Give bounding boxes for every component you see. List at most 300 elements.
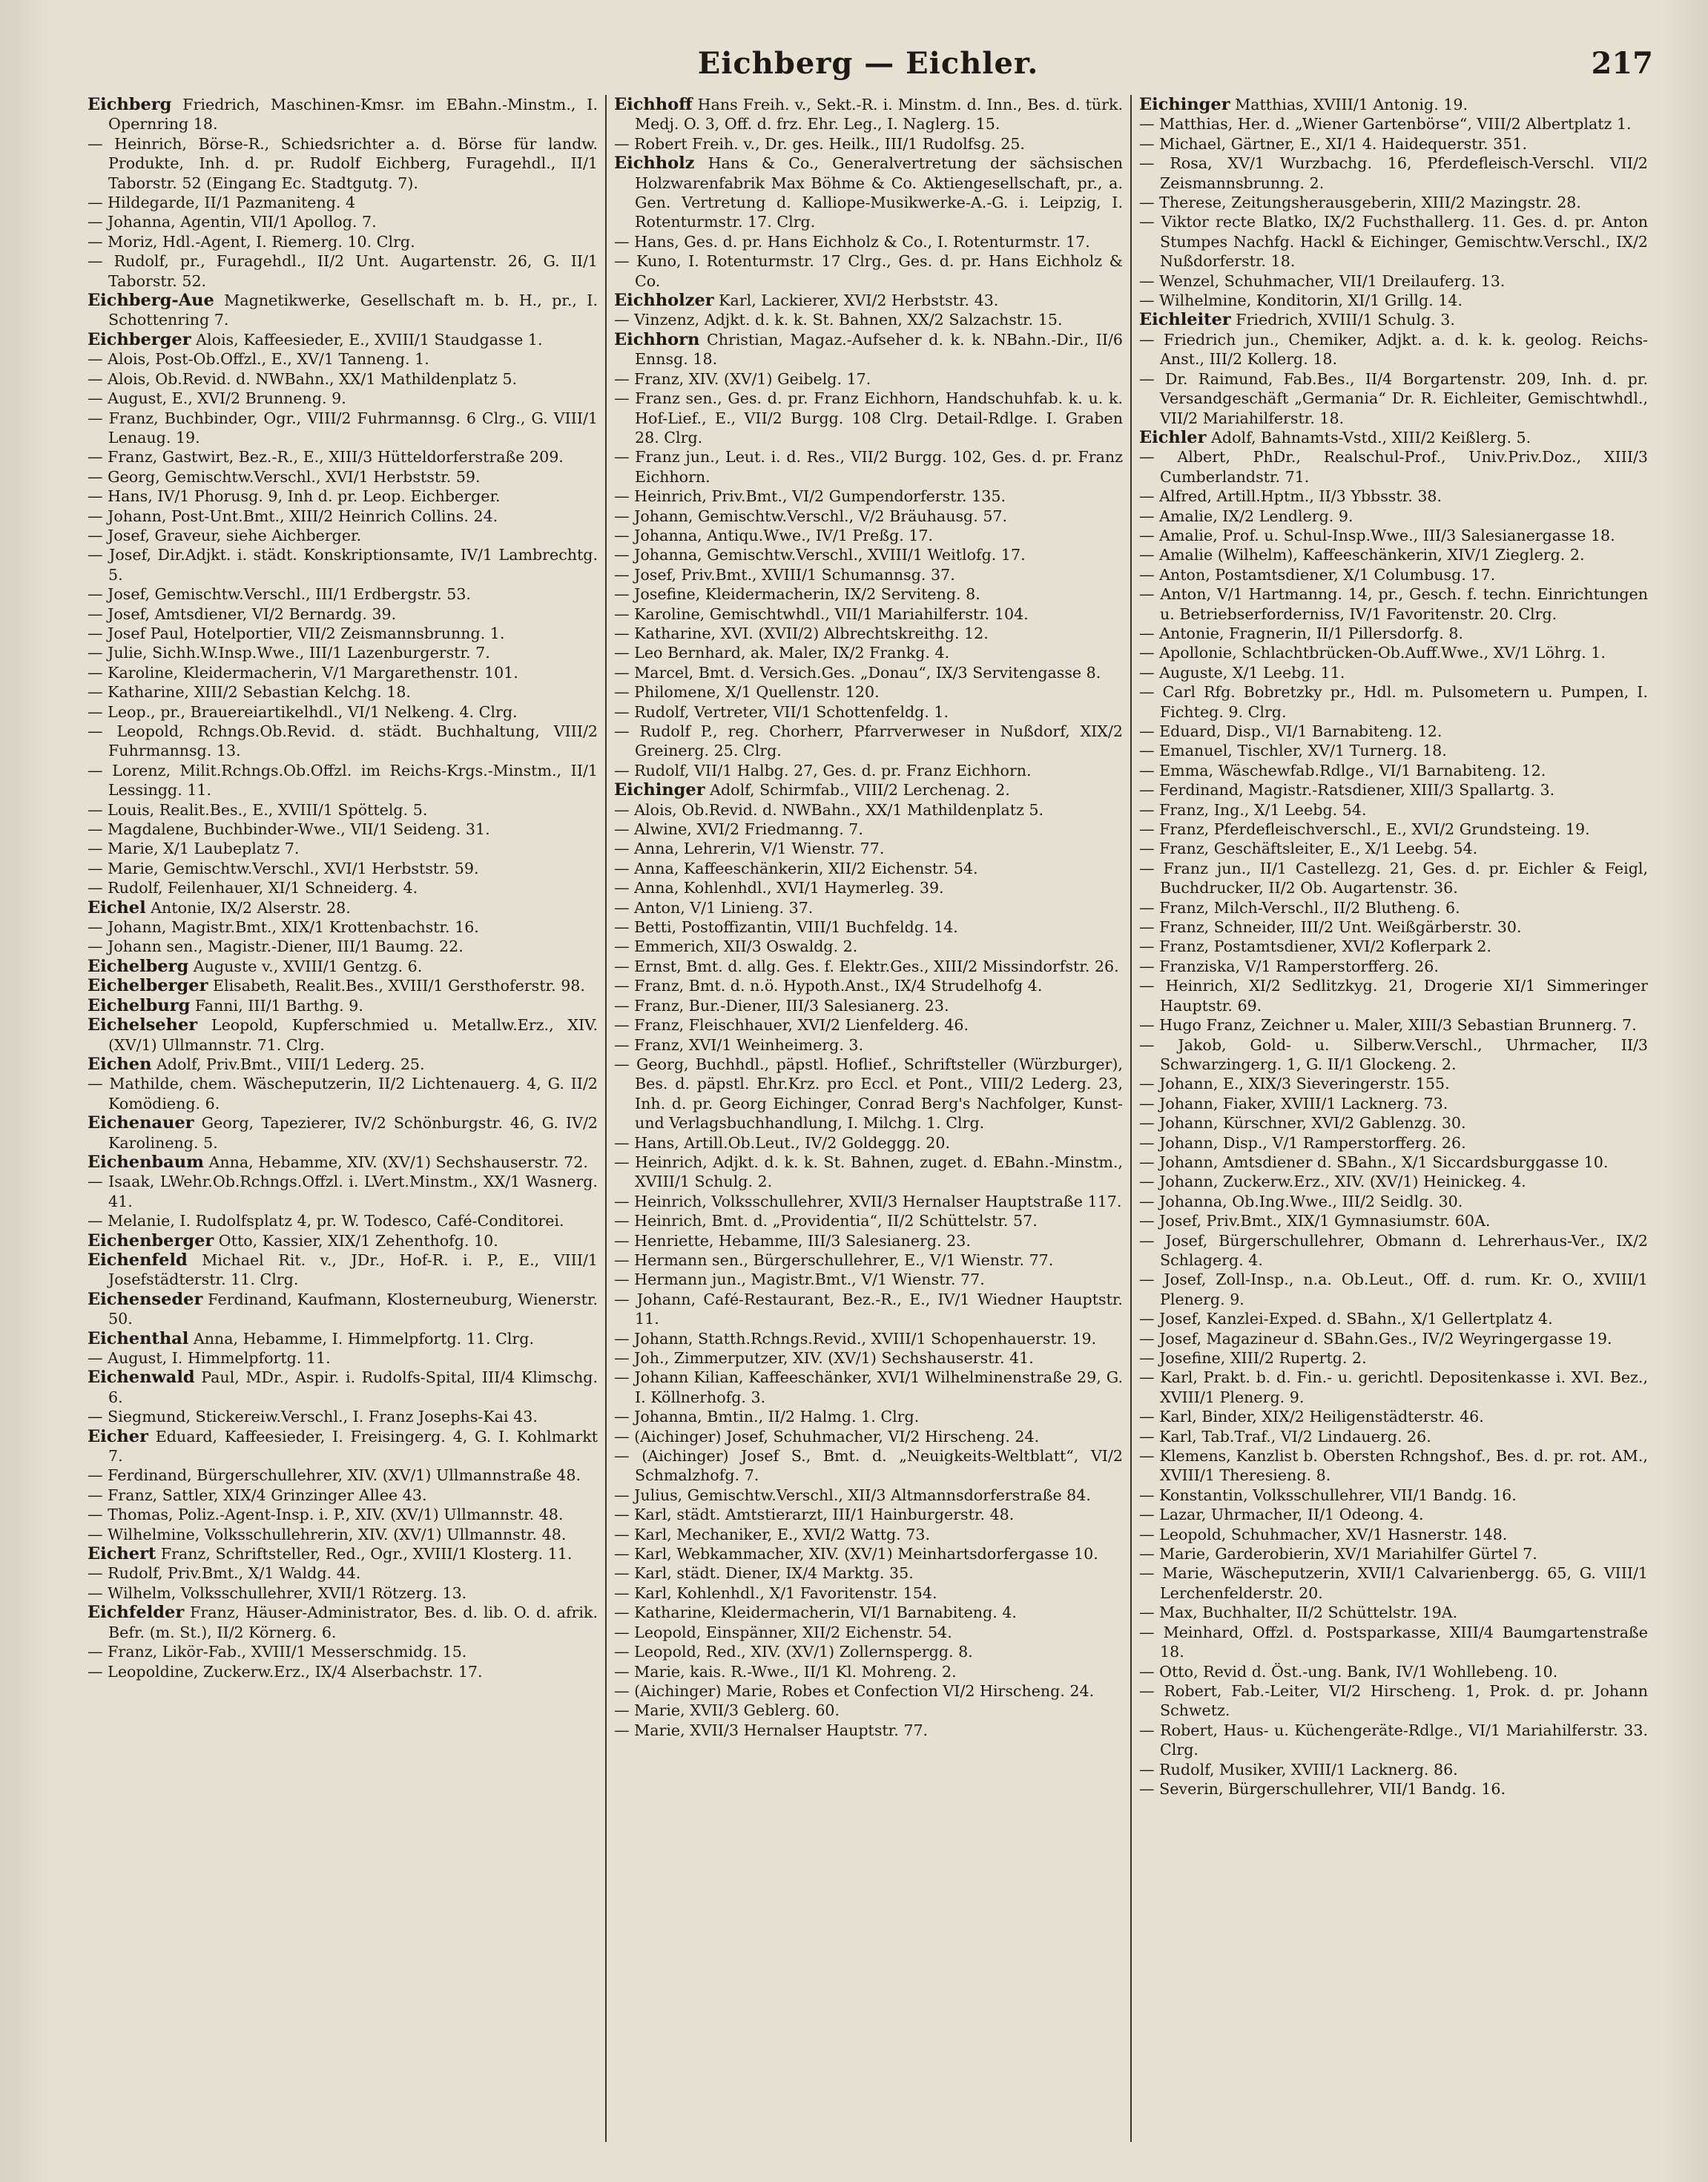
entry-name: — Karl — [614, 1545, 667, 1563]
entry-details: Anna, Hebamme, XIV. (XV/1) Sechshauserstr. 72. — [203, 1153, 588, 1171]
entry-details: , Ges. d. pr. Franz Eichhorn, Handschuhfab. k. u. k. Hof-Lief., E., VII/2 Burgg. 108 Clrg. Detail-Rdlge. I. Graben 28. Clrg. — [635, 389, 1123, 446]
entry-details: , Antiqu.Wwe., IV/1 Preßg. 17. — [697, 526, 934, 544]
directory-entry — [1139, 114, 1648, 134]
entry-name: — Heinrich — [88, 134, 182, 153]
directory-entry — [614, 702, 1123, 722]
entry-details: , E., XVI/2 Brunneng. 9. — [162, 389, 346, 408]
entry-name: — Heinrich — [614, 487, 702, 506]
directory-entry — [614, 1407, 1123, 1426]
entry-name: — Henriette — [614, 1231, 709, 1250]
entry-details: , Feilenhauer, XI/1 Schneiderg. 4. — [157, 879, 418, 897]
entry-name: — Johanna — [614, 546, 698, 564]
directory-entry — [614, 1563, 1123, 1583]
entry-name: — Marie — [1139, 1545, 1206, 1563]
entry-details: , PhDr., Realschul-Prof., Univ.Priv.Doz., XIII/3 Cumberlandstr. 71. — [1160, 448, 1648, 486]
directory-entry — [1139, 976, 1648, 1015]
directory-entry — [614, 937, 1123, 956]
entry-name: — Karl — [614, 1564, 667, 1583]
entry-details: , XVII/3 Hernalser Hauptstr. 77. — [680, 1721, 929, 1739]
directory-entry — [1139, 682, 1648, 722]
directory-entry — [614, 1015, 1123, 1035]
directory-entry — [614, 1427, 1123, 1446]
entry-details: , Postoffizantin, VIII/1 Buchfeldg. 14. — [671, 918, 958, 937]
directory-entry — [614, 1681, 1123, 1701]
directory-entry — [88, 917, 598, 937]
entry-details: , Volksschullehrerin, XIV. (XV/1) Ullmannstr. 48. — [194, 1525, 567, 1543]
entry-name: — Isaak — [88, 1173, 150, 1191]
directory-entry — [88, 487, 598, 506]
entry-name: — Otto — [1139, 1662, 1193, 1681]
entry-details: , Bmt. d. allg. Ges. f. Elektr.Ges., XIII/2 Missindorfstr. 26. — [676, 957, 1119, 975]
entry-name: — Georg — [614, 1055, 685, 1073]
entry-details: , Zuckerw.Erz., IX/4 Alserbachstr. 17. — [193, 1662, 483, 1681]
directory-entry — [1139, 212, 1648, 271]
entry-name: Eichholz — [614, 154, 695, 174]
entry-name: — Robert — [614, 134, 688, 153]
entry-name: — Julius — [614, 1486, 678, 1504]
directory-entry — [614, 800, 1123, 820]
directory-entry — [1139, 820, 1648, 839]
entry-name: — Lazar — [1139, 1506, 1201, 1524]
entry-details: , XIV. (XV/1) Geibelg. 17. — [679, 369, 871, 388]
entry-details: , pr., Furagehdl., II/2 Unt. Augartenstr. 26, G. II/1 Taborstr. 52. — [108, 252, 599, 290]
directory-entry — [1139, 1407, 1648, 1426]
entry-name: — Emma — [1139, 761, 1209, 779]
entry-details: , I. Rotenturmstr. 17 Clrg., Ges. d. pr. Hans Eichholz & Co. — [635, 252, 1124, 290]
directory-entry — [88, 976, 598, 995]
entry-name: — Karoline — [88, 663, 174, 682]
entry-name: Eicher — [88, 1426, 148, 1446]
entry-name: Eichenfeld — [88, 1250, 188, 1270]
entry-details: , Volksschullehrer, XVII/3 Hernalser Hauptstraße 117. — [702, 1192, 1122, 1210]
entry-details: , Priv.Bmt., XIX/1 Gymnasiumstr. 60A. — [1196, 1212, 1491, 1230]
directory-entry — [1139, 722, 1648, 741]
entry-name: — Moriz — [88, 232, 153, 251]
entry-details: Franz, Häuser-Administrator, Bes. d. lib. O. d. afrik. Befr. (m. St.), II/2 Körnerg. 6. — [108, 1603, 598, 1641]
entry-details: , XV/1 Wurzbachg. 16, Pferdefleisch-Verschl. VII/2 Zeismannsbrunng. 2. — [1160, 154, 1648, 192]
entry-name: — Matthias — [1139, 115, 1228, 134]
directory-entry — [88, 330, 598, 349]
entry-name: — Karl — [1139, 1408, 1193, 1426]
entry-details: , Zeitungsherausgeberin, XIII/2 Mazingstr. 28. — [1221, 194, 1581, 212]
entry-details: Adolf, Bahnamts-Vstd., XIII/2 Keißlerg. 5. — [1206, 428, 1531, 446]
entry-name: — Franz — [614, 1035, 679, 1054]
entry-details: , Priv.Bmt., VI/2 Gumpendorferstr. 135. — [702, 487, 1006, 506]
entry-name: — Auguste — [1139, 663, 1223, 682]
entry-details: , V/1 Hartmanng. 14, pr., Gesch. f. techn. Einrichtungen u. Betriebserforderniss, IV/1 Favoritenstr. 20. Clrg. — [1160, 585, 1649, 623]
directory-entry — [88, 1583, 598, 1603]
entry-details: , Robes et Confection VI/2 Hirscheng. 24. — [772, 1681, 1095, 1700]
entry-details: , Kanzlei-Exped. d. SBahn., X/1 Gellertplatz 4. — [1196, 1310, 1553, 1328]
entry-name: — Alois — [614, 800, 673, 819]
directory-entry — [614, 1133, 1123, 1153]
entry-name: — Anna — [614, 840, 674, 858]
entry-details: Georg, Tapezierer, IV/2 Schönburgstr. 46, G. IV/2 Karolineng. 5. — [108, 1114, 598, 1152]
directory-entry — [1139, 1368, 1648, 1407]
entry-name: — Josef — [1139, 1212, 1197, 1230]
entry-details: , Prof. u. Schul-Insp.Wwe., III/3 Salesianergasse 18. — [1213, 526, 1615, 544]
entry-details: , Schuhmacher, VII/1 Dreilauferg. 13. — [1214, 271, 1506, 290]
directory-entry — [1139, 1563, 1648, 1603]
entry-name: — Josef — [1139, 1310, 1197, 1328]
entry-name: — Hans — [88, 487, 148, 506]
directory-entry — [1139, 937, 1648, 956]
entry-details: , Sichh.W.Insp.Wwe., III/1 Lazenburgerstr. 7. — [142, 644, 490, 662]
entry-details: , Geschäftsleiter, E., X/1 Leebg. 54. — [1204, 840, 1478, 858]
directory-entry — [614, 898, 1123, 917]
directory-entry — [614, 957, 1123, 976]
entry-details: , I. Himmelpfortg. 11. — [162, 1349, 331, 1367]
directory-entry — [88, 1348, 598, 1368]
entry-name: — Josef — [1139, 1329, 1197, 1348]
entry-name: — Emmerich — [614, 937, 714, 956]
entry-name: — Ferdinand — [88, 1466, 188, 1485]
entry-name: — Leopold — [614, 1623, 696, 1641]
directory-entry — [88, 291, 598, 330]
entry-name: — Carl Rfg. — [1139, 683, 1236, 702]
entry-name: — Anton — [614, 898, 681, 917]
directory-entry — [88, 624, 598, 643]
entry-details: , Schuhmacher, VI/2 Hirscheng. 24. — [763, 1427, 1040, 1446]
directory-entry — [614, 251, 1123, 291]
entry-details: Antonie, IX/2 Alserstr. 28. — [145, 898, 351, 917]
directory-entry — [614, 526, 1123, 545]
entry-name: — Magdalene — [88, 820, 194, 839]
entry-details: , Red., XIV. (XV/1) Zollernspergg. 8. — [696, 1643, 973, 1661]
directory-entry — [1139, 1544, 1648, 1563]
entry-details: , I. Rudolfsplatz 4, pr. W. Todesco, Café-Conditorei. — [170, 1212, 564, 1230]
entry-details: Hans & Co., Generalvertretung der sächsischen Holzwarenfabrik Max Böhme & Co. Aktiengesellschaft, pr., a. Gen. Vertretung d. Kalliope-Musikwerke-A.-G. i. Leipzig, I. Rotenturmstr. 17. Clrg. — [635, 154, 1123, 231]
entry-name: Eichenberger — [88, 1230, 214, 1250]
entry-name: Eichen — [88, 1054, 152, 1074]
entry-details: Ferdinand, Kaufmann, Klosterneuburg, Wienerstr. 50. — [108, 1290, 598, 1328]
entry-details: , Adjkt. d. k. k. St. Bahnen, zuget. d. EBahn.-Minstm., XVIII/1 Schulg. 2. — [635, 1153, 1123, 1191]
entry-details: , Bürgerschullehrer, Obmann d. Lehrerhaus-Ver., IX/2 Schlagerg. 4. — [1160, 1231, 1648, 1269]
entry-details: , Haus- u. Küchengeräte-Rdlge., VI/1 Mariahilferstr. 33. Clrg. — [1160, 1721, 1649, 1759]
entry-details: , Amtsdiener, VI/2 Bernardg. 39. — [145, 604, 397, 623]
entry-name: Eichhoff — [614, 95, 693, 114]
entry-details: , Agentin, VII/1 Apollog. 7. — [171, 213, 377, 231]
directory-entry — [88, 1290, 598, 1329]
directory-entry — [614, 604, 1123, 624]
entry-details: Fanni, III/1 Barthg. 9. — [190, 996, 363, 1015]
entry-details: , IX/2 Lendlerg. 9. — [1213, 507, 1353, 525]
entry-name: — Josef — [614, 565, 672, 584]
entry-name: — Marie — [88, 859, 154, 877]
directory-entry — [614, 878, 1123, 897]
entry-details: , Vertreter, VII/1 Schottenfeldg. 1. — [684, 702, 949, 721]
entry-details: , reg. Chorherr, Pfarrverweser in Nußdorf, XIX/2 Greinerg. 25. Clrg. — [635, 722, 1123, 760]
entry-details: Leopold, Kupferschmied u. Metallw.Erz., XIV. (XV/1) Ullmannstr. 71. Clrg. — [108, 1016, 598, 1054]
entry-name: — Leo Bernhard — [614, 644, 741, 662]
entry-details: , pr., Brauereiartikelhdl., VI/1 Nelkeng. 4. Clrg. — [151, 702, 518, 721]
directory-entry — [88, 349, 598, 369]
entry-details: , XVI. (XVII/2) Albrechtskreithg. 12. — [710, 624, 989, 642]
entry-details: , Fab.-Leiter, VI/2 Hirscheng. 1, Prok. d. pr. Johann Schwetz. — [1160, 1681, 1648, 1720]
entry-name: — Thomas — [88, 1506, 168, 1524]
directory-entry — [1139, 1427, 1648, 1446]
entry-details: , Buchhalter, II/2 Schüttelstr. 19A. — [1193, 1603, 1458, 1622]
directory-entry — [1139, 898, 1648, 917]
entry-name: — Apollonie — [1139, 644, 1233, 662]
entry-details: Bobretzky pr., Hdl. m. Pulsometern u. Pumpen, I. Fichteg. 9. Clrg. — [1160, 683, 1648, 721]
directory-entry — [88, 507, 598, 526]
entry-name: — Rudolf — [614, 702, 685, 721]
entry-details: , kais. R.-Wwe., II/1 Kl. Mohreng. 2. — [680, 1662, 957, 1681]
entry-details: Michael Rit. v., JDr., Hof-R. i. P., E., VIII/1 Josefstädterstr. 11. Clrg. — [108, 1250, 598, 1289]
entry-name: — Leopold — [614, 1643, 696, 1661]
directory-entry — [88, 1113, 598, 1153]
entry-details: , Lehrerin, V/1 Wienstr. 77. — [673, 840, 885, 858]
entry-name: — Franz sen. — [614, 389, 718, 408]
directory-entry — [88, 1074, 598, 1113]
directory-entry — [614, 1290, 1123, 1329]
entry-details: , Priv.Bmt., X/1 Waldg. 44. — [157, 1564, 361, 1583]
entry-details: , Leut. i. d. Res., VII/2 Burgg. 102, Ges. d. pr. Franz Eichhorn. — [635, 448, 1123, 486]
entry-details: , Fleischhauer, XVI/2 Lienfelderg. 46. — [679, 1016, 969, 1035]
directory-entry — [88, 1525, 598, 1544]
entry-details: , Zeichner u. Maler, XIII/3 Sebastian Brunnerg. 7. — [1251, 1016, 1637, 1035]
entry-name: Eichfelder — [88, 1603, 185, 1623]
entry-details: , Gemischtw.Verschl., XVIII/1 Weitlofg. 17. — [697, 546, 1026, 564]
directory-entry — [614, 917, 1123, 937]
entry-name: — Alois — [88, 350, 146, 369]
entry-name: — Amalie — [1139, 526, 1213, 544]
entry-details: , Schuhmacher, XV/1 Hasnerstr. 148. — [1221, 1525, 1508, 1543]
directory-entry — [88, 839, 598, 858]
entry-details: , Kürschner, XVI/2 Gablenzg. 30. — [1213, 1114, 1466, 1133]
directory-entry — [614, 624, 1123, 643]
directory-entry — [614, 1525, 1123, 1544]
directory-entry — [88, 1231, 598, 1250]
entry-details: , Fiaker, XVIII/1 Lacknerg. 73. — [1213, 1094, 1448, 1113]
entry-details: , Postamtsdiener, XVI/2 Koflerpark 2. — [1204, 937, 1491, 956]
entry-name: — Mathilde — [88, 1075, 179, 1093]
entry-name: Eichholzer — [614, 291, 714, 311]
entry-details: Elisabeth, Realit.Bes., XVIII/1 Gersthoferstr. 98. — [208, 977, 585, 995]
entry-name: — Anna — [614, 859, 674, 877]
directory-entry — [1139, 1623, 1648, 1662]
entry-details: , LWehr.Ob.Rchngs.Offzl. i. LVert.Minstm., XX/1 Wasnerg. 41. — [108, 1173, 598, 1210]
entry-name: — Johann — [88, 507, 162, 525]
directory-entry — [88, 1563, 598, 1583]
directory-entry — [1139, 1074, 1648, 1093]
entry-details: , VII/1 Halbg. 27, Ges. d. pr. Franz Eichhorn. — [684, 761, 1032, 779]
directory-entry — [614, 1348, 1123, 1368]
directory-entry — [614, 1192, 1123, 1211]
entry-details: , Prakt. b. d. Fin.- u. gerichtl. Depositenkasse i. XVI. Bez., XVIII/1 Plenerg. 9. — [1160, 1368, 1648, 1406]
directory-entry — [88, 859, 598, 878]
entry-details: , XVII/3 Geblerg. 60. — [680, 1701, 840, 1720]
directory-entry — [88, 1153, 598, 1172]
entry-details: , Gemischtw.Verschl., XII/3 Altmannsdorferstraße 84. — [677, 1486, 1091, 1504]
entry-name: — (Aichinger) Josef — [614, 1427, 764, 1446]
directory-entry — [1139, 917, 1648, 937]
entry-name: — Hildegarde — [88, 194, 195, 212]
entry-name: — Hermann jun. — [614, 1270, 742, 1289]
entry-name: — Karl — [1139, 1368, 1193, 1387]
directory-entry — [614, 584, 1123, 604]
directory-entry — [1139, 1270, 1648, 1309]
entry-name: — Anna — [614, 879, 674, 897]
entry-details: , XI/2 Sedlitzkyg. 21, Drogerie XI/1 Simmeringer Hauptstr. 69. — [1160, 977, 1648, 1015]
directory-entry — [88, 1055, 598, 1074]
entry-name: — Leop. — [88, 702, 151, 721]
directory-entry — [614, 134, 1123, 154]
directory-entry — [1139, 643, 1648, 662]
directory-entry — [1139, 1329, 1648, 1348]
entry-details: , Disp., V/1 Ramperstorfferg. 26. — [1213, 1133, 1466, 1152]
entry-details: , Post-Ob.Offzl., E., XV/1 Tanneng. 1. — [145, 350, 429, 369]
entry-details: , Ing., X/1 Leebg. 54. — [1204, 800, 1367, 819]
entry-name: — Franz jun. — [1139, 859, 1247, 877]
entry-details: , Fragnerin, II/1 Pillersdorfg. 8. — [1219, 624, 1463, 642]
entry-details: , II/1 Pazmaniteng. 4 — [194, 194, 356, 212]
entry-name: — Josef Paul — [88, 624, 184, 642]
directory-entry — [614, 1270, 1123, 1289]
entry-name: — Robert — [1139, 1681, 1217, 1700]
entry-name: — Josef — [1139, 1231, 1203, 1250]
directory-entry — [614, 1544, 1123, 1563]
entry-details: Friedrich, XVIII/1 Schulg. 3. — [1230, 311, 1455, 329]
directory-entry — [1139, 1486, 1648, 1505]
entry-name: — Amalie — [1139, 507, 1213, 525]
entry-name: — Wilhelmine — [1139, 291, 1247, 310]
directory-entry — [614, 643, 1123, 662]
entry-name: — Robert — [1139, 1721, 1213, 1739]
entry-name: — Franz — [1139, 800, 1204, 819]
entry-name: — Dr. Raimund — [1139, 369, 1268, 388]
directory-entry — [614, 369, 1123, 389]
directory-entry — [614, 389, 1123, 447]
entry-details: , Gemischtw.Verschl., III/1 Erdbergstr. 53. — [145, 585, 471, 604]
entry-name: Eichleiter — [1139, 310, 1231, 330]
directory-entry — [88, 1172, 598, 1211]
directory-entry — [614, 820, 1123, 839]
directory-entry — [1139, 1681, 1648, 1721]
entry-name: — Heinrich — [614, 1153, 703, 1171]
directory-entry — [614, 1603, 1123, 1622]
directory-entry — [1139, 859, 1648, 898]
directory-entry — [614, 1623, 1123, 1642]
directory-entry — [1139, 1525, 1648, 1544]
entry-name: — Franz — [1139, 820, 1204, 839]
directory-entry — [614, 1583, 1123, 1603]
entry-details: , Mechaniker, E., XVI/2 Wattg. 73. — [667, 1525, 931, 1543]
directory-entry — [614, 761, 1123, 780]
entry-details: , Börse-R., Schiedsrichter a. d. Börse für landw. Produkte, Inh. d. pr. Rudolf Eichberg, Furagehdl., II/1 Taborstr. 52 (Eingang Ec. Stadtgutg. 7). — [108, 134, 598, 192]
entry-name: — Karl — [614, 1583, 667, 1602]
entry-details: Hans Freih. v., Sekt.-R. i. Minstm. d. Inn., Bes. d. türk. Medj. O. 3, Off. d. frz. Ehr. Leg., I. Naglerg. 15. — [635, 96, 1123, 134]
entry-name: — Marie — [614, 1662, 681, 1681]
entry-name: — Johann — [1139, 1114, 1213, 1133]
entry-name: — Friedrich jun. — [1139, 330, 1275, 349]
running-title: Eichberg — Eichler. — [697, 46, 1039, 81]
directory-entry — [1139, 1779, 1648, 1799]
entry-name: — Therese — [1139, 194, 1222, 212]
directory-entry — [614, 996, 1123, 1015]
directory-entry — [614, 780, 1123, 800]
entry-details: , Pferdefleischverschl., E., XVI/2 Grundsteing. 19. — [1204, 820, 1590, 839]
entry-name: — Franz — [88, 1643, 153, 1661]
directory-entry — [1139, 447, 1648, 487]
entry-details: , Zimmerputzer, XIV. (XV/1) Sechshauserstr. 41. — [664, 1349, 1034, 1367]
entry-name: — Alois — [88, 369, 146, 388]
entry-details: , Gärtner, E., XI/1 4. Haidequerstr. 351. — [1221, 134, 1528, 153]
entry-name: — Meinhard — [1139, 1623, 1239, 1641]
directory-entry — [88, 1544, 598, 1563]
entry-details: , städt. Diener, IX/4 Marktg. 35. — [667, 1564, 914, 1583]
entry-details: , Gold- u. Silberw.Verschl., Uhrmacher, II/3 Schwarzingerg. 1, G. II/1 Glockeng. 2. — [1160, 1035, 1649, 1073]
entry-name: — August — [88, 1349, 162, 1367]
entry-details: Karl, Lackierer, XVI/2 Herbststr. 43. — [713, 291, 999, 310]
directory-entry — [1139, 584, 1648, 624]
entry-details: , Realit.Bes., E., XVIII/1 Spöttelg. 5. — [149, 800, 428, 819]
entry-name: — Franz — [1139, 918, 1204, 937]
directory-entry — [1139, 526, 1648, 545]
entry-details: , Wäschewfab.Rdlge., VI/1 Barnabiteng. 12. — [1208, 761, 1546, 779]
entry-details: , Bmtin., II/2 Halmg. 1. Clrg. — [697, 1408, 920, 1426]
directory-entry — [1139, 780, 1648, 800]
directory-entry — [88, 212, 598, 231]
entry-name: — Franz — [614, 369, 679, 388]
entry-details: , Wäscheputzerin, XVII/1 Calvarienbergg. 65, G. VIII/1 Lerchenfelderstr. 20. — [1160, 1564, 1649, 1602]
entry-name: Eichert — [88, 1544, 156, 1564]
directory-entry — [614, 291, 1123, 310]
entry-details: , Graveur, siehe Aichberger. — [145, 526, 362, 544]
entry-name: — Josef — [1139, 1270, 1201, 1289]
entry-name: — Georg — [88, 467, 156, 486]
entry-name: — Josef — [88, 546, 147, 564]
entry-name: — Johann — [1139, 1094, 1213, 1113]
entry-name: — Johann — [1139, 1133, 1213, 1152]
directory-entry — [614, 1231, 1123, 1250]
entry-name: — Franz — [88, 409, 154, 427]
entry-name: — Katharine — [88, 683, 185, 702]
directory-entry — [614, 722, 1123, 761]
entry-details: , Postamtsdiener, X/1 Columbusg. 17. — [1205, 565, 1496, 584]
entry-name: — (Aichinger) Marie — [614, 1681, 773, 1700]
entry-details: Adolf, Schirmfab., VIII/2 Lerchenag. 2. — [705, 781, 1010, 800]
entry-details: , X/1 Leebg. 11. — [1222, 663, 1345, 682]
entry-details: , Café-Restaurant, Bez.-R., E., IV/1 Wiedner Hauptstr. 11. — [635, 1290, 1123, 1328]
entry-name: — Katharine — [614, 1603, 711, 1622]
entry-name: — Johann — [1139, 1075, 1213, 1093]
directory-entry — [1139, 1309, 1648, 1328]
entry-name: — Johanna — [614, 526, 698, 544]
entry-details: Paul, MDr., Aspir. i. Rudolfs-Spital, III/4 Klimschg. 6. — [108, 1368, 598, 1406]
directory-entry — [1139, 507, 1648, 526]
directory-entry — [88, 545, 598, 584]
entry-details: , Gemischtwhdl., VII/1 Mariahilferstr. 104. — [699, 604, 1029, 623]
entry-details: , Chemiker, Adjkt. a. d. k. k. geolog. Reichs-Anst., III/2 Kollerg. 18. — [1160, 330, 1648, 369]
directory-entry — [1139, 1015, 1648, 1035]
entry-details: , Ges. d. pr. Hans Eichholz & Co., I. Rotenturmstr. 17. — [674, 232, 1090, 251]
entry-name: — Karl — [1139, 1427, 1193, 1446]
entry-details: , Gemischtw.Verschl., V/2 Bräuhausg. 57. — [688, 507, 1008, 525]
directory-entry — [614, 95, 1123, 134]
directory-entry — [88, 1329, 598, 1348]
directory-entry — [614, 507, 1123, 526]
entry-details: , Kanzlist b. Obersten Rchngshof., Bes. d. pr. rot. AM., XVIII/1 Theresieng. 8. — [1160, 1447, 1648, 1485]
directory-entry — [88, 447, 598, 467]
directory-entry — [88, 1642, 598, 1661]
directory-entry — [614, 1211, 1123, 1230]
directory-entry — [614, 1701, 1123, 1720]
entry-name: — Franz — [614, 996, 679, 1015]
entry-name: — Wenzel — [1139, 271, 1215, 290]
directory-entry — [88, 957, 598, 976]
